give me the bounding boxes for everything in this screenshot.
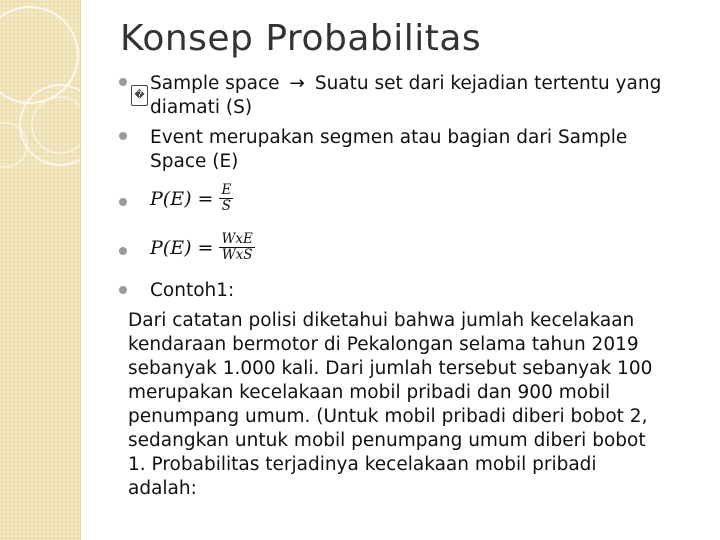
formula-lhs: P(E) = [150, 236, 214, 259]
bullet-marker [119, 132, 127, 140]
paragraph-line: sedangkan untuk mobil penumpang umum diberi bobot [128, 430, 646, 451]
fraction-numerator: E [221, 182, 232, 198]
sample-space-label: Sample space [150, 73, 280, 94]
bullet-sample-space [150, 72, 661, 96]
event-continuation: Space (E) [150, 151, 239, 172]
paragraph-line: kendaraan bermotor di Pekalongan selama tahun 2019 [128, 334, 639, 355]
fraction [219, 183, 233, 214]
paragraph-line: 1. Probabilitas terjadinya kecelakaan mobil pribadi [128, 454, 597, 475]
bullet-marker [119, 247, 127, 255]
slide-title: Konsep Probabilitas [120, 18, 482, 59]
formula-p-wxe-over-wxs [150, 232, 255, 263]
fraction [219, 232, 254, 263]
arrow-right-icon: → [289, 73, 305, 94]
paragraph-line: sebanyak 1.000 kali. Dari jumlah tersebut sebanyak 100 [128, 358, 653, 379]
fraction-numerator: WxE [221, 231, 253, 247]
fraction-denominator: S [221, 198, 231, 214]
sample-space-definition: Suatu set dari kejadian tertentu yang [314, 73, 662, 94]
example-paragraph [128, 309, 708, 501]
bullet-example-label: Contoh1: [150, 280, 235, 301]
paragraph-line: Dari catatan polisi diketahui bahwa jumlah kecelakaan [128, 310, 635, 331]
missing-glyph-icon: � [131, 85, 148, 106]
paragraph-line: adalah: [128, 478, 197, 499]
sample-space-continuation: diamati (S) [150, 97, 253, 118]
bullet-event: Event merupakan segmen atau bagian dari Sample [150, 127, 628, 148]
paragraph-line: merupakan kecelakaan mobil pribadi dan 900 mobil [128, 382, 611, 403]
formula-p-e-over-s [150, 183, 233, 214]
bullet-marker [119, 78, 127, 86]
formula-lhs: P(E) = [150, 187, 214, 210]
bullet-marker [119, 198, 127, 206]
bullet-marker [119, 286, 127, 294]
fraction-denominator: WxS [221, 247, 253, 263]
paragraph-line: penumpang umum. (Untuk mobil pribadi diberi bobot 2, [128, 406, 648, 427]
